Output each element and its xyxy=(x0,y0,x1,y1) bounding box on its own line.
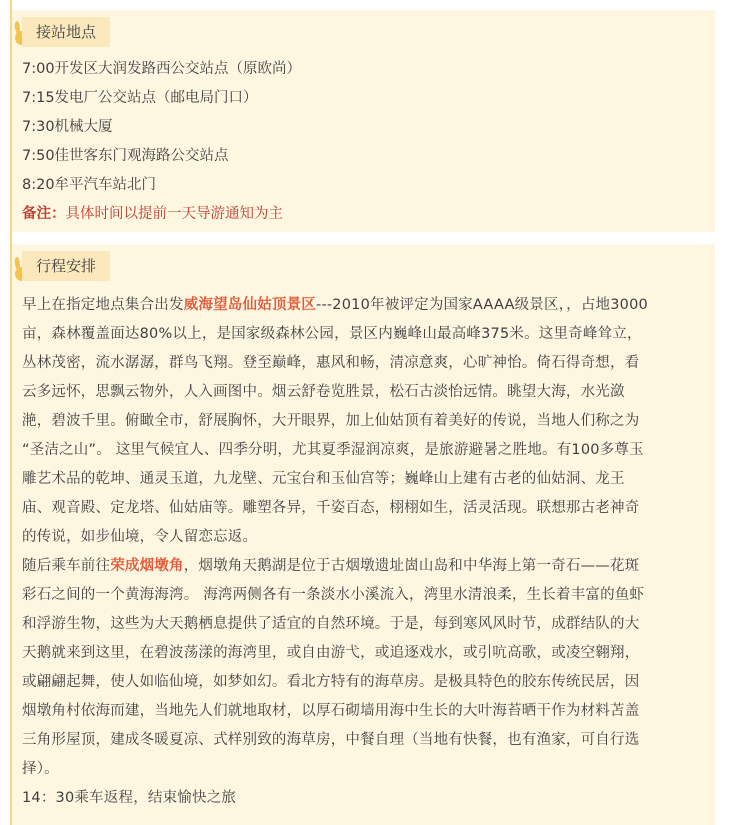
itinerary-paragraph-2 xyxy=(22,552,709,784)
text-line xyxy=(22,291,709,320)
pickup-stop: 7:50佳世客东门观海路公交站点 xyxy=(22,148,229,164)
pickup-stop: 7:15发电厂公交站点（邮电局门口） xyxy=(22,90,258,106)
pickup-stop-list xyxy=(22,55,709,229)
text-line: 或翩翩起舞，使人如临仙境，如梦如幻。看北方特有的海草房。是极具特色的胶东传统民居，因 xyxy=(22,674,640,690)
text-line: 彩石之间的一个黄海海湾。 海湾两侧各有一条淡水小溪流入，湾里水清浪柔，生长着丰富的鱼虾 xyxy=(22,587,645,603)
text-line: 择）。 xyxy=(22,761,59,777)
text-line: 的传说，如步仙境，令人留恋忘返。 xyxy=(22,529,258,545)
scenic-spot-highlight: 荣成烟墩角 xyxy=(110,558,184,574)
itinerary-title-tag: 行程安排 xyxy=(22,251,110,281)
note-text: 具体时间以提前一天导游通知为主 xyxy=(65,206,283,222)
pickup-stop: 7:30机械大厦 xyxy=(22,119,113,135)
text-run: 早上在指定地点集合出发 xyxy=(22,297,184,313)
closing-line: 14：30乘车返程，结束愉快之旅 xyxy=(22,790,237,806)
itinerary-paragraph-1 xyxy=(22,291,709,552)
scenic-spot-highlight: 威海望岛仙姑顶景区 xyxy=(183,297,317,313)
text-line: 滟，碧波千里。俯瞰全市，舒展胸怀，大开眼界，加上仙姑顶有着美好的传说，当地人们称之为 xyxy=(22,413,640,429)
pickup-note xyxy=(22,200,709,229)
pickup-stop: 7:00开发区大润发路西公交站点（原欧尚） xyxy=(22,61,302,77)
text-run: ，烟墩角天鹅湖是位于古烟墩遗址崮山岛和中华海上第一奇石——花斑 xyxy=(183,558,640,574)
text-line: 雕艺术品的乾坤、通灵玉道，九龙壁、元宝台和玉仙宫等；巍峰山上建有古老的仙姑洞、龙王 xyxy=(22,471,625,487)
pickup-stop: 8:20牟平汽车站北门 xyxy=(22,177,157,193)
text-line: 云多远怀，思飘云物外，人入画图中。烟云舒卷览胜景，松石古淡怡远情。眺望大海，水光潋 xyxy=(22,384,625,400)
itinerary-body xyxy=(22,291,709,813)
text-line: 天鹅就来到这里，在碧波荡漾的海湾里，或自由游弋，或追逐戏水，或引吭高歌，或凌空翱翔， xyxy=(22,645,640,661)
pickup-title-tag: 接站地点 xyxy=(22,17,110,47)
text-run: 随后乘车前往 xyxy=(22,558,111,574)
text-line: 烟墩角村依海而建，当地先人们就地取材，以厚石砌墙用海中生长的大叶海苔晒干作为材料苫盖 xyxy=(22,703,640,719)
text-line: 庙、观音殿、定龙塔、仙姑庙等。雕塑各异，千姿百态，栩栩如生，活灵活现。联想那古老神奇 xyxy=(22,500,640,516)
itinerary-card xyxy=(12,244,715,825)
text-line: 三角形屋顶，建成冬暖夏凉、式样别致的海草房，中餐自理（当地有快餐，也有渔家，可自行选 xyxy=(22,732,640,748)
pickup-card xyxy=(12,10,715,232)
text-line: “圣洁之山”。 这里气候宜人、四季分明，尤其夏季湿润凉爽，是旅游避暑之胜地。有100多尊玉 xyxy=(22,442,644,458)
text-line xyxy=(22,552,709,581)
text-run: ---2010年被评定为国家AAAA级景区，，占地3000 xyxy=(316,297,648,313)
note-label: 备注： xyxy=(22,206,66,222)
text-line: 丛林茂密，流水潺潺，群鸟飞翔。登至巅峰，惠风和畅，清凉意爽，心旷神怡。倚石得奇想，看 xyxy=(22,355,640,371)
text-line: 和浮游生物，这些为大天鹅栖息提供了适宜的自然环境。于是，每到寒风风时节，成群结队的大 xyxy=(22,616,640,632)
text-line: 亩，森林覆盖面达80%以上，是国家级森林公园，景区内巍峰山最高峰375米。这里奇峰耸立， xyxy=(22,326,642,342)
